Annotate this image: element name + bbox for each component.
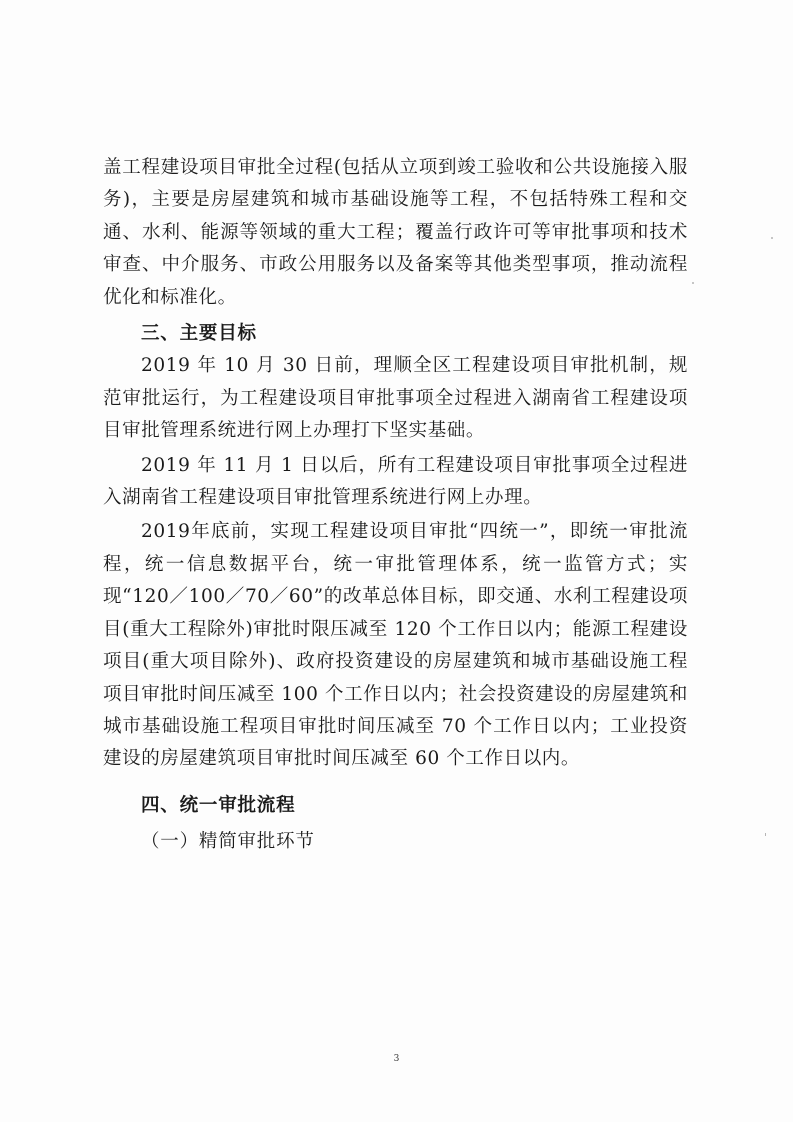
section-heading-unified-process: 四、统一审批流程: [141, 794, 296, 816]
section-heading-main-goals: 三、主要目标: [141, 323, 257, 345]
page-number: 3: [393, 1054, 400, 1064]
document-body: [103, 152, 688, 859]
paragraph-scope: 盖工程建设项目审批全过程(包括从立项到竣工验收和公共设施接入服务)，主要是房屋建筑和城市基础设施等工程，不包括特殊工程和交通、水利、能源等领域的重大工程；覆盖行政许可等审批事项和技术审查、中介服务、市政公用服务以及备案等其他类型事项，推动流程优化和标准化。: [103, 157, 688, 308]
scan-speck: [771, 237, 773, 239]
subsection-heading-streamline: （一）精简审批环节: [141, 831, 315, 853]
scan-speck: [692, 282, 694, 284]
paragraph-goal-year-end: 2019年底前，实现工程建设项目审批“四统一”，即统一审批流程，统一信息数据平台，统一审批管理体系，统一监管方式；实现“120／100／70／60”的改革总体目标，即交通、水利工程建设项目(重大工程除外)审批时限压减至 120 个工作日以内；能源工程建设项目(重大项目除外)、政府投资建设的房屋建筑和城市基础设施工程项目审批时间压减至 100 个工作日以内；社会投资建设的房屋建筑和城市基础设施工程项目审批时间压减至 70 个工作日以内；工业投资建设的房屋建筑项目审批时间压减至 60 个工作日以内。: [103, 521, 688, 770]
paragraph-goal-oct: 2019 年 10 月 30 日前，理顺全区工程建设项目审批机制，规范审批运行，为工程建设项目审批事项全过程进入湖南省工程建设项目审批管理系统进行网上办理打下坚实基础。: [103, 355, 688, 442]
paragraph-goal-nov: 2019 年 11 月 1 日以后，所有工程建设项目审批事项全过程进入湖南省工程建设项目审批管理系统进行网上办理。: [103, 454, 688, 509]
scan-speck: [765, 833, 766, 836]
